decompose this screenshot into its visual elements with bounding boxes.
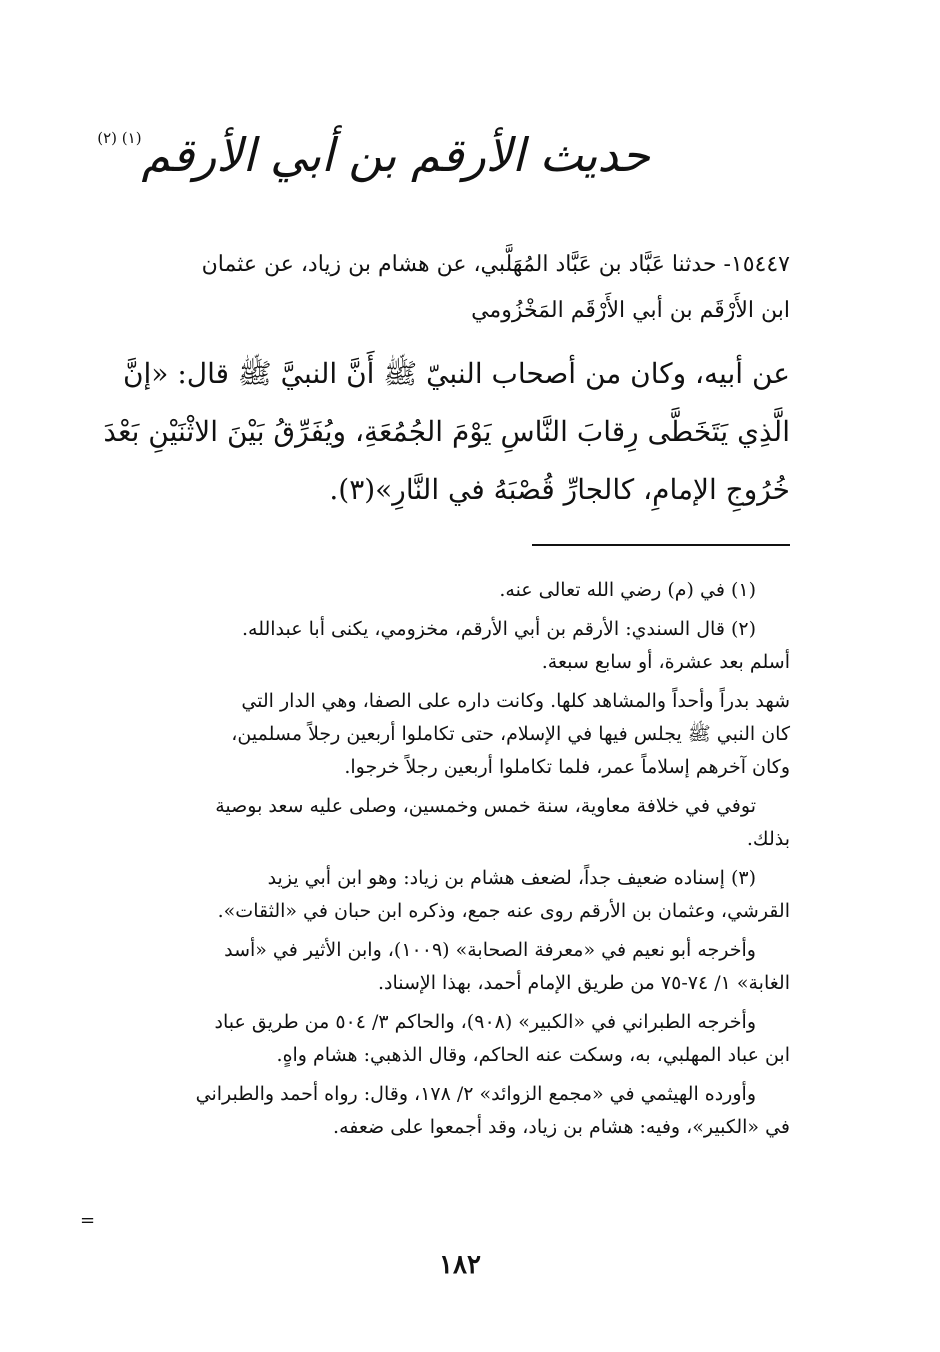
isnad-line: ابن الأَرْقَم بن أبي الأَرْقَم المَخْزُومي	[471, 298, 790, 323]
footnote-paragraph	[90, 934, 790, 1000]
matn-line: خُرُوجِ الإمامِ، كالجارِّ قُصْبَهُ في النَّارِ»(٣).	[329, 473, 790, 506]
chapter-title	[97, 128, 650, 183]
matn-line: عن أبيه، وكان من أصحاب النبيّ ﷺ أَنَّ النبيَّ ﷺ قال: «إنَّ	[122, 357, 790, 390]
continuation-mark: =	[80, 1210, 96, 1231]
chapter-title-text: حديث الأرقم بن أبي الأرقم	[141, 128, 650, 182]
footnote-paragraph	[90, 790, 790, 856]
footnote-paragraph	[90, 1078, 790, 1144]
footnote-paragraph	[90, 613, 790, 679]
footnote-line: توفي في خلافة معاوية، سنة خمس وخمسين، وصلى عليه سعد بوصية	[215, 795, 756, 817]
footnote-line: في «الكبير»، وفيه: هشام بن زياد، وقد أجمعوا على ضعفه.	[333, 1116, 790, 1138]
footnote-line: وأورده الهيثمي في «مجمع الزوائد» ٢/ ١٧٨، وقال: رواه أحمد والطبراني	[195, 1083, 756, 1105]
footnote-paragraph	[90, 1006, 790, 1072]
footnotes	[90, 574, 790, 1150]
footnote-line: كان النبي ﷺ يجلس فيها في الإسلام، حتى تكاملوا أربعين رجلاً مسلمين،	[231, 723, 790, 745]
hadith-matn	[90, 345, 790, 519]
footnote-line: الغابة» ١/ ٧٤-٧٥ من طريق الإمام أحمد، بهذا الإسناد.	[377, 972, 790, 994]
footnote-paragraph	[90, 862, 790, 928]
footnote-line: وأخرجه أبو نعيم في «معرفة الصحابة» (١٠٠٩)، وابن الأثير في «أسد	[224, 939, 756, 961]
chapter-title-footnote-refs: (١) (٢)	[97, 129, 142, 147]
hadith-isnad	[90, 242, 790, 334]
matn-line: الَّذِي يَتَخَطَّى رِقابَ النَّاسِ يَوْمَ الجُمُعَةِ، ويُفَرِّقُ بَيْنَ الاثْنَيْنِ بَعْدَ	[103, 415, 790, 448]
footnote-line: شهد بدراً وأحداً والمشاهد كلها. وكانت داره على الصفا، وهي الدار التي	[241, 690, 790, 712]
footnote-line: أسلم بعد عشرة، أو سابع سبعة.	[541, 651, 790, 673]
footnote-line: وأخرجه الطبراني في «الكبير» (٩٠٨)، والحاكم ٣/ ٥٠٤ من طريق عباد	[214, 1011, 756, 1033]
footnote-line: القرشي، وعثمان بن الأرقم روى عنه جمع، وذكره ابن حبان في «الثقات».	[217, 900, 790, 922]
footnote-line: بذلك.	[746, 828, 790, 850]
footnote-divider	[532, 544, 790, 546]
footnote-line: (٢) قال السندي: الأرقم بن أبي الأرقم، مخزومي، يكنى أبا عبدالله.	[241, 618, 756, 640]
footnote-paragraph	[90, 574, 790, 607]
footnote-line: (٣) إسناده ضعيف جداً، لضعف هشام بن زياد: وهو ابن أبي يزيد	[267, 867, 756, 889]
isnad-line: ١٥٤٤٧- حدثنا عَبَّاد بن عَبَّاد المُهَلَّبي، عن هشام بن زياد، عن عثمان	[201, 252, 790, 277]
footnote-line: ابن عباد المهلبي، به، وسكت عنه الحاكم، وقال الذهبي: هشام واهٍ.	[276, 1044, 790, 1066]
footnote-paragraph	[90, 685, 790, 784]
footnote-line: (١) في (م) رضي الله تعالى عنه.	[499, 579, 756, 601]
footnote-line: وكان آخرهم إسلاماً عمر، فلما تكاملوا أربعين رجلاً خرجوا.	[344, 756, 790, 778]
page-number: ١٨٢	[439, 1250, 481, 1280]
